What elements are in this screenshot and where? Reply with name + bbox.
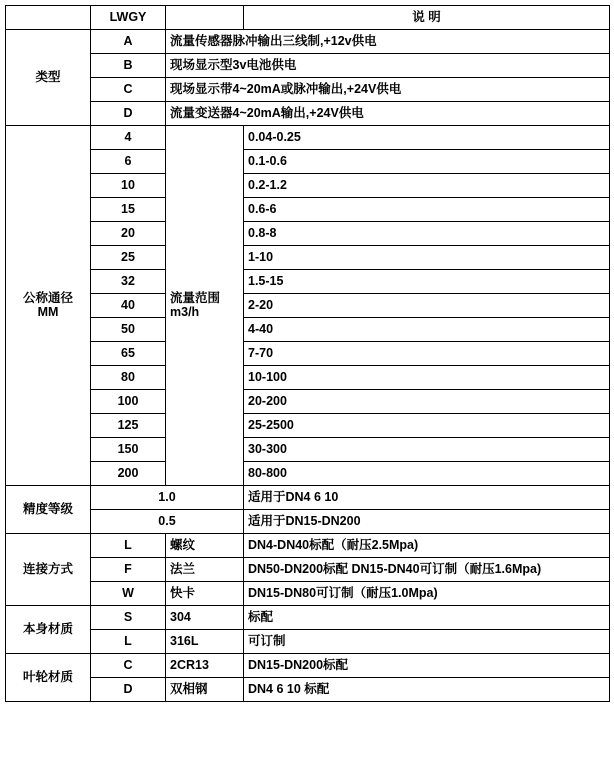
body-material-description: 标配 — [244, 606, 610, 630]
diameter-size: 20 — [91, 222, 166, 246]
flow-range-value: 0.1-0.6 — [244, 150, 610, 174]
flow-range-value: 80-800 — [244, 462, 610, 486]
table-row — [6, 366, 610, 390]
accuracy-value: 1.0 — [91, 486, 244, 510]
flow-range-value: 10-100 — [244, 366, 610, 390]
flow-range-value: 20-200 — [244, 390, 610, 414]
connection-description: DN4-DN40标配（耐压2.5Mpa) — [244, 534, 610, 558]
table-row — [6, 150, 610, 174]
diameter-size: 15 — [91, 198, 166, 222]
table-row — [6, 318, 610, 342]
section-label-type: 类型 — [6, 30, 91, 126]
diameter-size: 65 — [91, 342, 166, 366]
diameter-size: 4 — [91, 126, 166, 150]
table-row — [6, 558, 610, 582]
flow-range-value: 25-2500 — [244, 414, 610, 438]
table-row — [6, 534, 610, 558]
diameter-size: 32 — [91, 270, 166, 294]
flow-range-value: 1-10 — [244, 246, 610, 270]
table-row — [6, 486, 610, 510]
section-label-accuracy: 精度等级 — [6, 486, 91, 534]
type-description: 现场显示带4~20mA或脉冲输出,+24V供电 — [166, 78, 610, 102]
connection-code: F — [91, 558, 166, 582]
body-material-name: 316L — [166, 630, 244, 654]
table-row — [6, 414, 610, 438]
flow-range-value: 30-300 — [244, 438, 610, 462]
type-description: 流量传感器脉冲输出三线制,+12v供电 — [166, 30, 610, 54]
type-code: D — [91, 102, 166, 126]
body-material-code: L — [91, 630, 166, 654]
table-row — [6, 102, 610, 126]
accuracy-description: 适用于DN15-DN200 — [244, 510, 610, 534]
diameter-size: 80 — [91, 366, 166, 390]
header-cell-model: LWGY — [91, 6, 166, 30]
flow-range-value: 2-20 — [244, 294, 610, 318]
table-row — [6, 174, 610, 198]
diameter-size: 6 — [91, 150, 166, 174]
table-row — [6, 678, 610, 702]
table-header-row — [6, 6, 610, 30]
table-row — [6, 30, 610, 54]
diameter-size: 200 — [91, 462, 166, 486]
flow-range-label — [166, 126, 244, 486]
flow-range-value: 1.5-15 — [244, 270, 610, 294]
diameter-size: 10 — [91, 174, 166, 198]
connection-name: 螺纹 — [166, 534, 244, 558]
type-code: C — [91, 78, 166, 102]
flow-range-value: 0.6-6 — [244, 198, 610, 222]
table-row — [6, 462, 610, 486]
type-description: 流量变送器4~20mA输出,+24V供电 — [166, 102, 610, 126]
flow-range-value: 0.2-1.2 — [244, 174, 610, 198]
impeller-material-name: 双相钢 — [166, 678, 244, 702]
impeller-material-code: C — [91, 654, 166, 678]
flow-range-value: 4-40 — [244, 318, 610, 342]
table-row — [6, 54, 610, 78]
nominal-diameter-label-line1: 公称通径 — [22, 290, 73, 305]
table-row — [6, 270, 610, 294]
table-row — [6, 198, 610, 222]
flow-range-value: 7-70 — [244, 342, 610, 366]
table-row — [6, 294, 610, 318]
type-description: 现场显示型3v电池供电 — [166, 54, 610, 78]
connection-code: W — [91, 582, 166, 606]
connection-name: 快卡 — [166, 582, 244, 606]
impeller-material-description: DN15-DN200标配 — [244, 654, 610, 678]
accuracy-description: 适用于DN4 6 10 — [244, 486, 610, 510]
section-label-connection: 连接方式 — [6, 534, 91, 606]
connection-name: 法兰 — [166, 558, 244, 582]
table-row — [6, 342, 610, 366]
body-material-code: S — [91, 606, 166, 630]
specification-table — [5, 5, 610, 702]
flow-range-value: 0.04-0.25 — [244, 126, 610, 150]
flow-range-value: 0.8-8 — [244, 222, 610, 246]
table-row — [6, 438, 610, 462]
header-cell-description: 说 明 — [244, 6, 610, 30]
impeller-material-code: D — [91, 678, 166, 702]
table-row — [6, 246, 610, 270]
diameter-size: 125 — [91, 414, 166, 438]
diameter-size: 50 — [91, 318, 166, 342]
nominal-diameter-label-line2: MM — [37, 304, 59, 319]
diameter-size: 100 — [91, 390, 166, 414]
connection-description: DN15-DN80可订制（耐压1.0Mpa) — [244, 582, 610, 606]
header-cell-blank — [6, 6, 91, 30]
table-row — [6, 78, 610, 102]
diameter-size: 150 — [91, 438, 166, 462]
diameter-size: 40 — [91, 294, 166, 318]
flow-range-label-line2: m3/h — [170, 304, 200, 319]
impeller-material-description: DN4 6 10 标配 — [244, 678, 610, 702]
section-label-impeller-material: 叶轮材质 — [6, 654, 91, 702]
table-row — [6, 630, 610, 654]
impeller-material-name: 2CR13 — [166, 654, 244, 678]
table-row — [6, 510, 610, 534]
connection-description: DN50-DN200标配 DN15-DN40可订制（耐压1.6Mpa) — [244, 558, 610, 582]
accuracy-value: 0.5 — [91, 510, 244, 534]
body-material-name: 304 — [166, 606, 244, 630]
table-row — [6, 390, 610, 414]
flow-range-label-line1: 流量范围 — [170, 290, 221, 305]
connection-code: L — [91, 534, 166, 558]
table-row — [6, 126, 610, 150]
table-row — [6, 606, 610, 630]
type-code: B — [91, 54, 166, 78]
diameter-size: 25 — [91, 246, 166, 270]
section-label-body-material: 本身材质 — [6, 606, 91, 654]
type-code: A — [91, 30, 166, 54]
table-row — [6, 654, 610, 678]
table-row — [6, 582, 610, 606]
section-label-nominal-diameter — [6, 126, 91, 486]
body-material-description: 可订制 — [244, 630, 610, 654]
table-row — [6, 222, 610, 246]
header-cell-blank2 — [166, 6, 244, 30]
